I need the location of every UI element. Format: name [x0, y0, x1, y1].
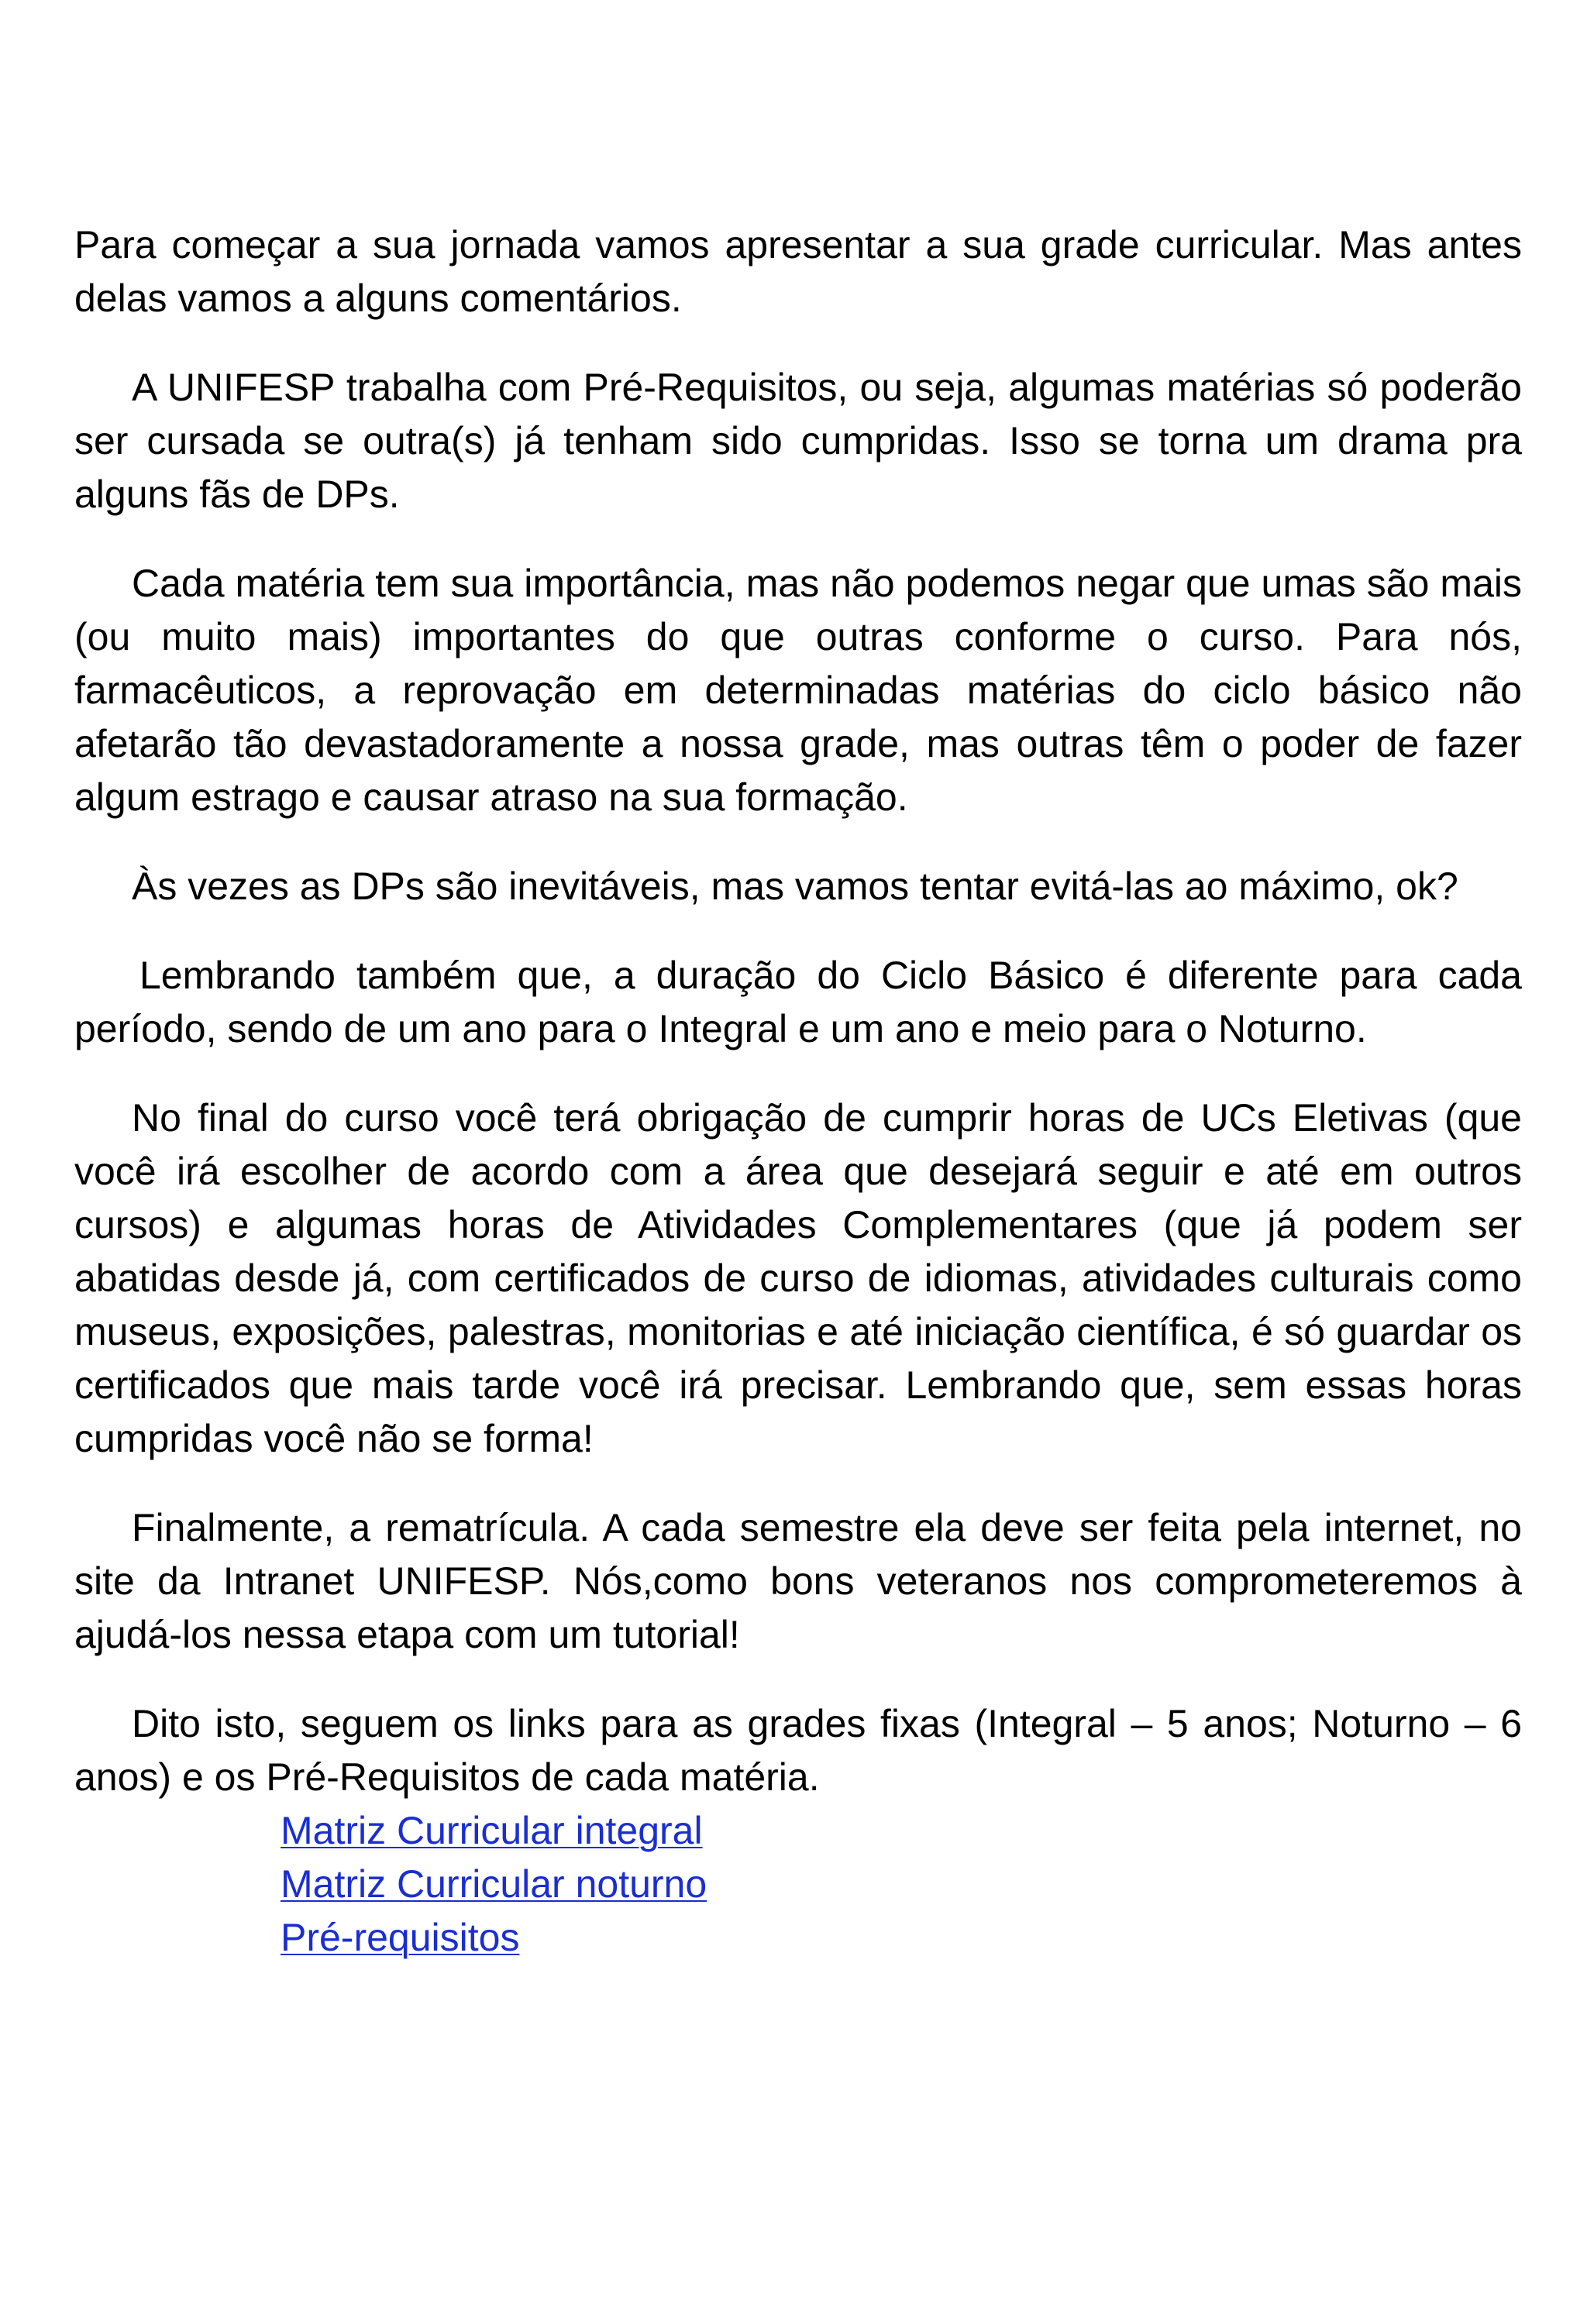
list-item — [281, 1858, 1522, 1911]
paragraph-electives: No final do curso você terá obrigação de cumprir horas de UCs Eletivas (que você irá escolher de acordo com a área que desejará seguir e até em outros cursos) e algumas horas de Atividades Complementares (que já podem ser abatidas desde já, com certificados de curso de idiomas, atividades culturais como museus, exposições, palestras, monitorias e até iniciação científica, é só guardar os certificados que mais tarde você irá precisar. Lembrando que, sem essas horas cumpridas você não se forma! — [74, 1096, 1522, 1460]
link-pre-requisitos[interactable]: Pré-requisitos — [281, 1916, 520, 1959]
link-matriz-integral[interactable]: Matriz Curricular integral — [281, 1809, 703, 1852]
links-list — [74, 1804, 1522, 1965]
list-item — [281, 1911, 1522, 1965]
link-matriz-noturno[interactable]: Matriz Curricular noturno — [281, 1862, 707, 1906]
paragraph-rematricula: Finalmente, a rematrícula. A cada semestre ela deve ser feita pela internet, no site da Intranet UNIFESP. Nós,como bons veteranos nos comprometeremos à ajudá-los nessa etapa com um tutorial! — [74, 1506, 1522, 1656]
list-item — [281, 1804, 1522, 1858]
paragraph-intro: Para começar a sua jornada vamos apresentar a sua grade curricular. Mas antes delas vamos a alguns comentários. — [74, 223, 1522, 320]
paragraph-ciclo-basico: Lembrando também que, a duração do Ciclo Básico é diferente para cada período, sendo de um ano para o Integral e um ano e meio para o Noturno. — [74, 954, 1522, 1050]
document-page — [74, 218, 1522, 1965]
paragraph-prerequisites: A UNIFESP trabalha com Pré-Requisitos, ou seja, algumas matérias só poderão ser cursada se outra(s) já tenham sido cumpridas. Isso se torna um drama pra alguns fãs de DPs. — [74, 366, 1522, 516]
paragraph-dps: Às vezes as DPs são inevitáveis, mas vamos tentar evitá-las ao máximo, ok? — [132, 865, 1458, 908]
paragraph-importance: Cada matéria tem sua importância, mas não podemos negar que umas são mais (ou muito mais) importantes do que outras conforme o curso. Para nós, farmacêuticos, a reprovação em determinadas matérias do ciclo básico não afetarão tão devastadoramente a nossa grade, mas outras têm o poder de fazer algum estrago e causar atraso na sua formação. — [74, 562, 1522, 819]
paragraph-links-intro: Dito isto, seguem os links para as grades fixas (Integral – 5 anos; Noturno – 6 anos) e os Pré-Requisitos de cada matéria. — [74, 1702, 1522, 1799]
